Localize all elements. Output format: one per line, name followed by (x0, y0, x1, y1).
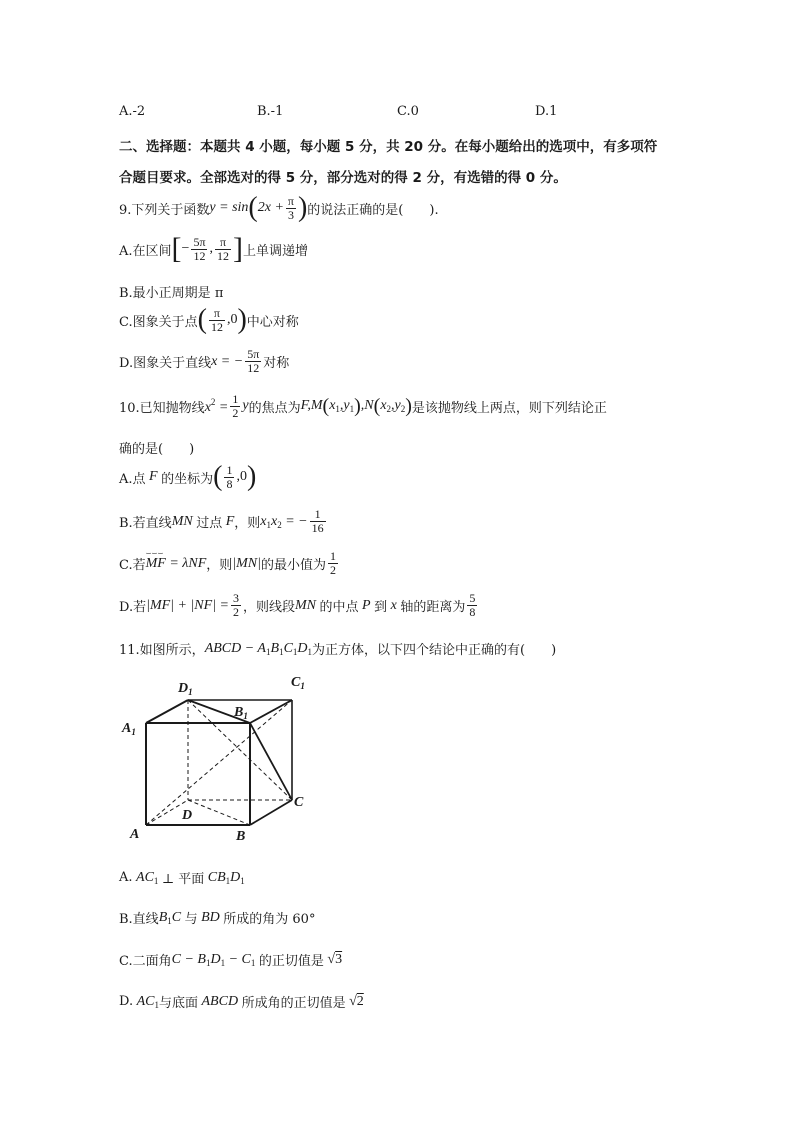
label-d1: $D_1$ (178, 681, 193, 697)
q10-b-mid2: ，则 (234, 516, 261, 531)
q11-c-suffix: 的正切值是 (258, 954, 324, 969)
q9-a-prefix: A.在区间 (119, 243, 172, 259)
q11-option-a: A. $AC_1$ ⊥ 平面 $CB_1D_1$ (119, 869, 245, 887)
q11-option-d: D. $AC_1$ 与底面 ABCD 所成角的正切值是 √2 (119, 993, 364, 1011)
q10-stem-suffix: 是该抛物线上两点，则下列结论正 (411, 400, 607, 416)
q10-d-frac1: $\frac{3}{2}$ (233, 591, 239, 619)
edge-b1-c1 (250, 700, 292, 723)
q11-d-suffix: 所成角的正切值是 (241, 996, 346, 1011)
q11-stem-suffix: 为正方体，以下四个结论中正确的有( ) (312, 643, 557, 658)
q10-c-suffix: 的最小值为 (260, 558, 326, 573)
q11-d-prefix: D. (119, 994, 134, 1009)
q10-stem-prefix: 10.已知抛物线 (119, 400, 205, 416)
edge-b1-c (250, 723, 292, 800)
cube-figure (116, 670, 316, 845)
q10-d-mid3: 到 (374, 600, 388, 615)
q11-b-suffix: 所成的角为 60° (223, 912, 316, 927)
q9-func: y = sin (209, 200, 249, 215)
label-b: B (236, 829, 246, 844)
q10-b-prefix: B.若直线 (119, 516, 172, 531)
label-b1: $B_1$ (234, 705, 248, 721)
q10-stem-mid: 的焦点为 (248, 400, 301, 416)
q10-option-b: B.若直线 MN 过点 F ，则 $x_1x_2$ = − $\frac{1}{16}$ (119, 507, 324, 535)
q9-a-suffix: 上单调递增 (243, 243, 309, 259)
bracket-left: [ (171, 232, 182, 265)
q11-option-b: B.直线 $B_1C$ 与 BD 所成的角为 60° (119, 909, 316, 927)
q10-stem: 10.已知抛物线 $x^2$ = $\frac{1}{2}$ y 的焦点为 F,M ( $x_1,y_1$ ) ,N ( $x_2,y_2$ ) 是该抛物线上两点，则下列结论正 (119, 391, 607, 420)
q9-option-b: B.最小正周期是 π (119, 286, 224, 301)
q10-a-mid: 的坐标为 (161, 471, 214, 487)
q10-c-prefix: C.若 (119, 558, 146, 573)
edge-b-c (250, 800, 292, 825)
q9-c-suffix: 中心对称 (246, 314, 299, 330)
q9-d-prefix: D.图象关于直线 (119, 356, 212, 371)
q9-d-var: x = − (211, 353, 244, 369)
q10-b-frac: $\frac{1}{16}$ (311, 507, 324, 535)
q11-a-mid: ⊥ 平面 (161, 872, 205, 887)
q10-a-prefix: A.点 (119, 471, 146, 487)
q8-option-b: B.-1 (257, 104, 284, 119)
q10-d-prefix: D.若 (119, 600, 147, 615)
q9-stem-suffix: 的说法正确的是( ). (307, 202, 439, 218)
q10-d-mid2: 的中点 (319, 600, 359, 615)
section2-line1: 二、选择题：本题共 4 小题，每小题 5 分，共 20 分。在每小题给出的选项中，有多项符 (119, 139, 658, 155)
q9-a-frac2: $\frac{\pi}{12}$ (217, 234, 229, 263)
label-d: D (182, 808, 193, 823)
q10-stem-line2: 确的是( ) (119, 442, 195, 457)
q10-frac: $\frac{1}{2}$ (232, 391, 239, 420)
q9-option-d (119, 348, 289, 375)
label-a: A (130, 827, 140, 842)
q10-d-frac2: $\frac{5}{8}$ (469, 591, 476, 619)
q11-stem: 11.如图所示， ABCD − $A_1B_1C_1D_1$ 为正方体，以下四个结论中正确的有( ) (119, 640, 557, 658)
q10-option-a: A.点 F 的坐标为 ( $\frac{1}{8}$ ,0 ) (119, 461, 257, 492)
q10-option-d: D.若 |MF| + |NF| = $\frac{3}{2}$ ，则线段 MN 的中点 P 到 x 轴的距离为 $\frac{5}{8}$ (119, 591, 476, 619)
section2-line2: 合题目要求。全部选对的得 5 分，部分选对的得 2 分，有选错的得 0 分。 (119, 170, 567, 186)
q10-d-mid: ，则线段 (243, 600, 296, 615)
diag-a-c1 (146, 700, 292, 825)
edge-a1-d1 (146, 700, 188, 723)
q9-d-suffix: 对称 (263, 356, 290, 371)
q9-stem-prefix: 9.下列关于函数 (119, 202, 210, 218)
q9-c-prefix: C.图象关于点 (119, 314, 198, 330)
q8-option-a: A.-2 (119, 104, 146, 119)
q9-paren-left: ( (248, 192, 258, 223)
q10-c-mid: ，则 (206, 558, 233, 573)
q10-c-frac: $\frac{1}{2}$ (329, 549, 336, 577)
q9-paren-right: ) (297, 192, 308, 223)
label-c1: $C_1$ (291, 675, 305, 691)
q9-arg: 2x + (257, 200, 284, 215)
q10-b-mid1: 过点 (196, 516, 223, 531)
q9-c-frac: $\frac{\pi}{12}$ (210, 305, 223, 334)
bracket-right: ] (233, 232, 243, 265)
q10-option-c: C.若 MF ⌣⌣⌣ = λNF ，则 |MN| 的最小值为 $\frac{1}{2}$ (119, 547, 336, 577)
q11-stem-prefix: 11.如图所示， (119, 643, 205, 658)
q11-b-mid: 与 (184, 912, 198, 927)
q9-arg-frac: $\frac{\pi}{3}$ (287, 193, 294, 222)
q11-a-prefix: A. (119, 870, 133, 885)
q11-c-prefix: C.二面角 (119, 954, 172, 969)
q8-option-d: D.1 (535, 104, 558, 119)
q9-stem (119, 194, 439, 222)
q10-d-mid4: 轴的距离为 (400, 600, 466, 615)
q9-option-c: C.图象关于点 ( $\frac{\pi}{12}$ ,0 ) 中心对称 (119, 304, 299, 335)
q9-a-frac1: $\frac{5\pi}{12}$ (193, 234, 206, 263)
q11-d-mid: 与底面 (158, 996, 198, 1011)
q10-a-frac: $\frac{1}{8}$ (226, 462, 233, 491)
q9-d-frac: $\frac{5\pi}{12}$ (247, 347, 260, 375)
q8-option-c: C.0 (397, 104, 419, 119)
q11-option-c: C.二面角 $C - B_1D_1 - C_1$ 的正切值是 √3 (119, 951, 343, 969)
edge-d-b (188, 800, 250, 825)
label-a1: $A_1$ (122, 721, 136, 737)
q9-option-a: A.在区间 [ − $\frac{5\pi}{12}$ , $\frac{\pi}{12}$ ] 上单调递增 (119, 232, 309, 265)
q11-b-prefix: B.直线 (119, 912, 159, 927)
label-c: C (294, 795, 304, 810)
